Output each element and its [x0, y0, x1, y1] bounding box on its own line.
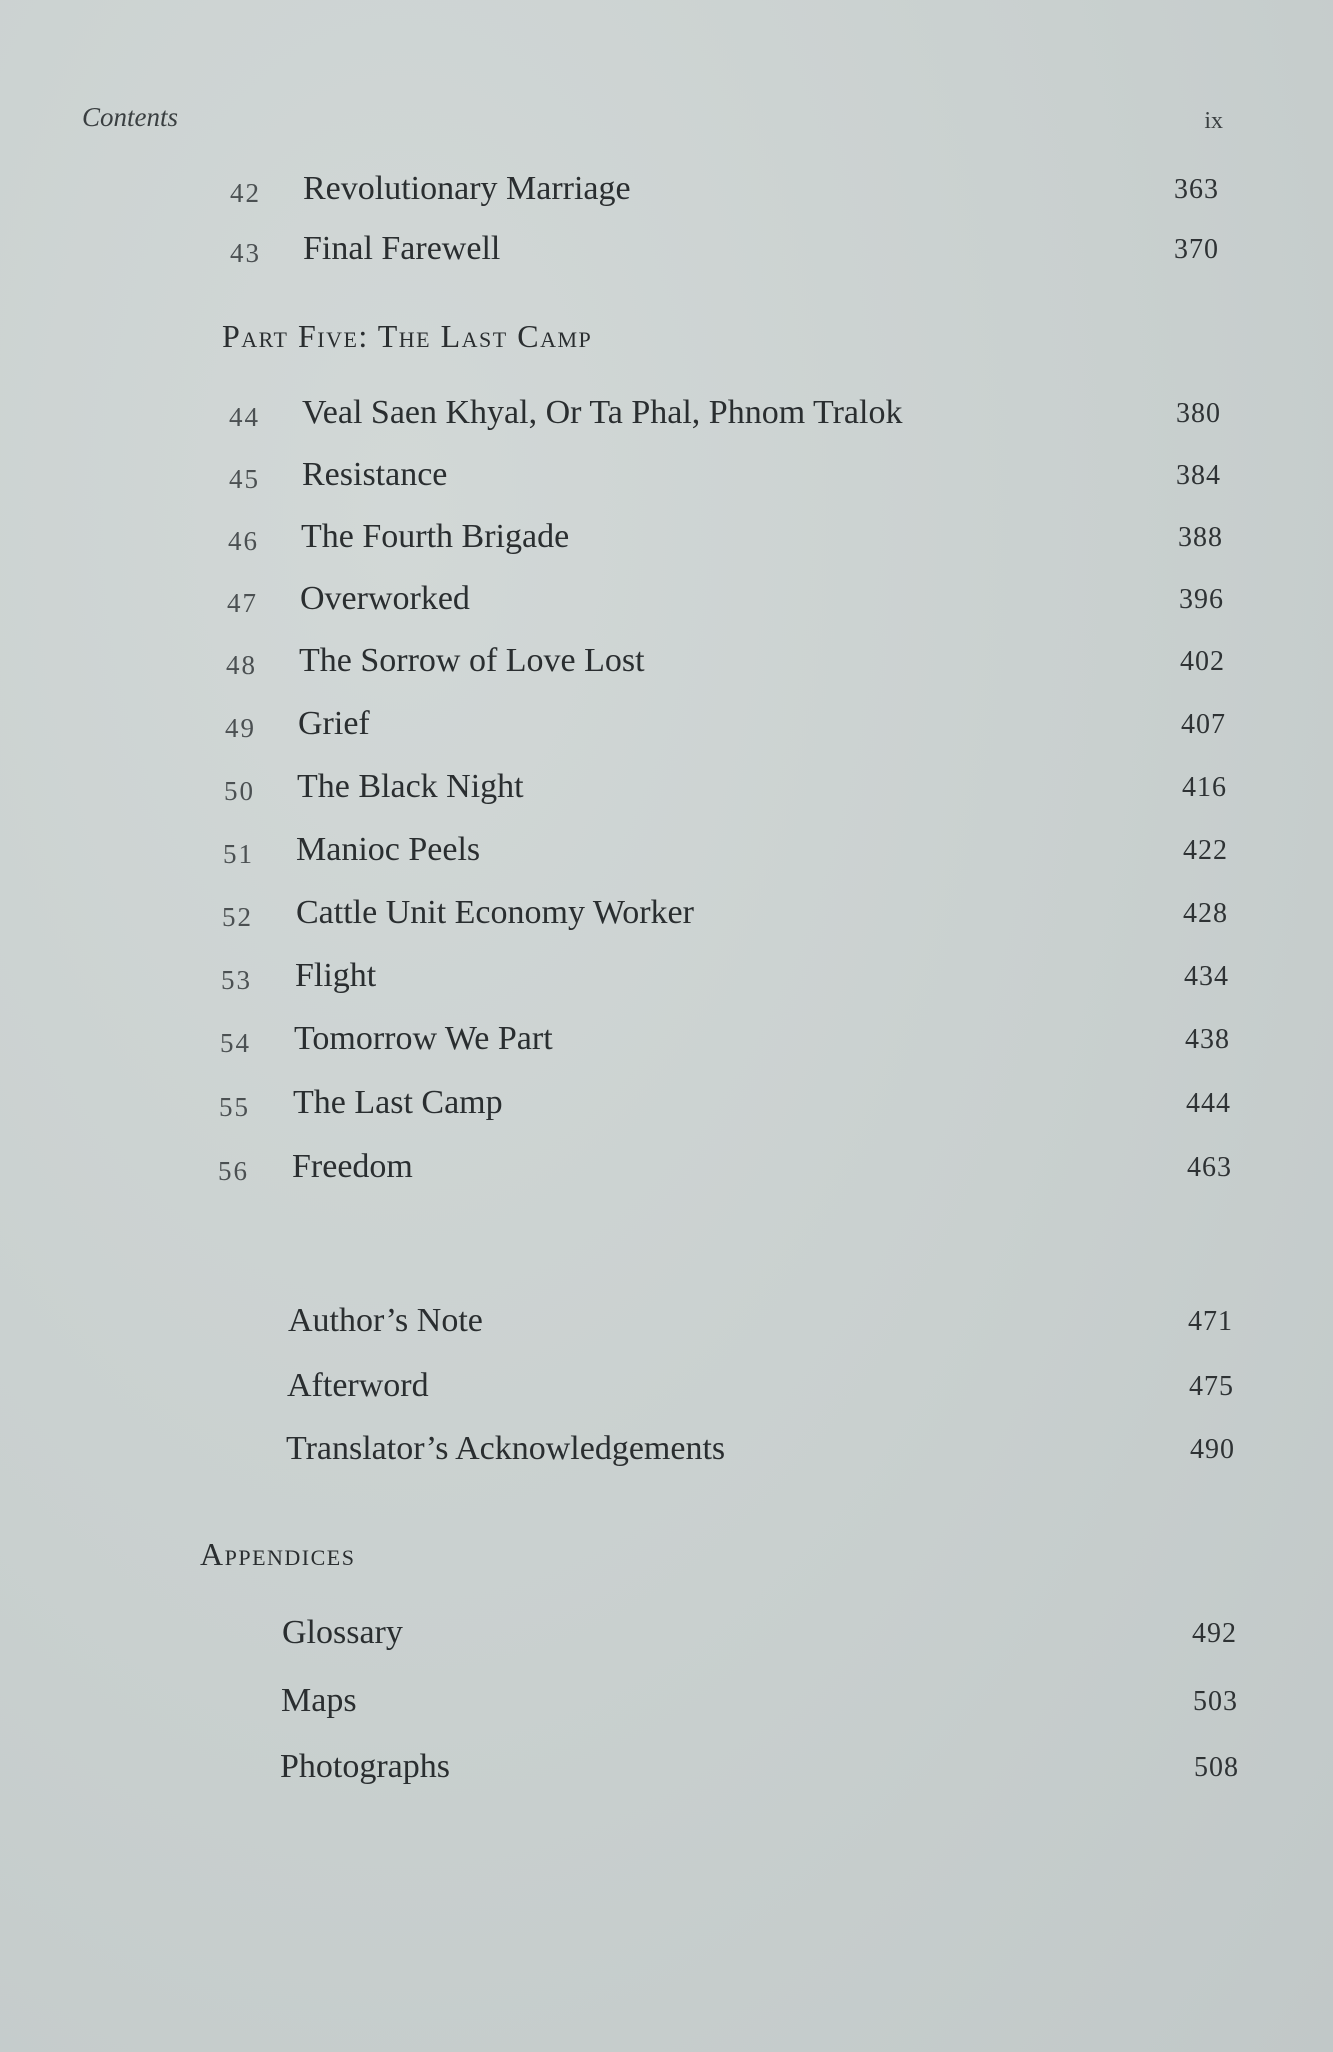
- toc-entry: [0, 831, 1333, 871]
- chapter-title: The Fourth Brigade: [301, 518, 570, 555]
- chapter-number: 48: [226, 650, 257, 680]
- back-matter-page: 475: [1189, 1371, 1234, 1402]
- toc-entry: [0, 1148, 1333, 1188]
- chapter-title: Flight: [295, 957, 377, 994]
- chapter-page: 380: [1176, 398, 1221, 429]
- chapter-number: 45: [229, 464, 260, 494]
- chapter-number: 42: [230, 178, 261, 208]
- chapter-number: 50: [224, 776, 255, 806]
- chapter-title: Freedom: [292, 1148, 413, 1185]
- running-head-page-number: ix: [1204, 108, 1223, 134]
- chapter-page: 363: [1174, 174, 1219, 205]
- back-matter-title: Afterword: [287, 1367, 429, 1404]
- toc-entry: [0, 1084, 1333, 1124]
- chapter-page: 396: [1179, 584, 1224, 615]
- toc-entry: [0, 170, 1333, 210]
- appendix-page: 508: [1194, 1752, 1239, 1783]
- chapter-page: 444: [1186, 1088, 1231, 1119]
- appendix-page: 492: [1192, 1618, 1237, 1649]
- toc-entry: [0, 1748, 1333, 1788]
- toc-entry: [0, 768, 1333, 808]
- chapter-page: 407: [1181, 709, 1226, 740]
- toc-entry: [0, 957, 1333, 997]
- toc-entry: [0, 1020, 1333, 1060]
- back-matter-title: Translator’s Acknowledgements: [286, 1430, 726, 1467]
- back-matter-title: Author’s Note: [288, 1302, 483, 1339]
- chapter-number: 55: [219, 1092, 250, 1122]
- chapter-page: 463: [1187, 1152, 1232, 1183]
- chapter-title: The Last Camp: [293, 1084, 503, 1121]
- toc-entry: [0, 394, 1333, 434]
- chapter-page: 422: [1183, 835, 1228, 866]
- chapter-title: Veal Saen Khyal, Or Ta Phal, Phnom Tralok: [302, 394, 903, 431]
- chapter-page: 384: [1176, 460, 1221, 491]
- chapter-title: Grief: [298, 705, 370, 742]
- appendices-heading: Appendices: [200, 1536, 356, 1572]
- toc-entry: [0, 642, 1333, 682]
- appendix-title: Photographs: [280, 1748, 450, 1785]
- toc-entry: [0, 580, 1333, 620]
- appendix-title: Glossary: [282, 1614, 403, 1651]
- chapter-number: 54: [220, 1028, 251, 1058]
- chapter-number: 46: [228, 526, 259, 556]
- chapter-page: 370: [1174, 234, 1219, 265]
- chapter-title: Overworked: [300, 580, 470, 617]
- toc-entry: [0, 894, 1333, 934]
- chapter-page: 434: [1184, 961, 1229, 992]
- chapter-title: Manioc Peels: [296, 831, 481, 868]
- chapter-page: 438: [1185, 1024, 1230, 1055]
- chapter-title: The Sorrow of Love Lost: [299, 642, 645, 679]
- chapter-number: 53: [221, 965, 252, 995]
- chapter-number: 44: [229, 402, 260, 432]
- toc-entry: [0, 1682, 1333, 1722]
- chapter-title: Final Farewell: [303, 230, 501, 267]
- chapter-page: 388: [1178, 522, 1223, 553]
- appendix-page: 503: [1193, 1686, 1238, 1717]
- chapter-number: 47: [227, 588, 258, 618]
- chapter-number: 52: [222, 902, 253, 932]
- running-head-title: Contents: [82, 102, 179, 132]
- toc-entry: [0, 230, 1333, 270]
- chapter-page: 428: [1183, 898, 1228, 929]
- chapter-title: Revolutionary Marriage: [303, 170, 631, 207]
- chapter-number: 49: [225, 713, 256, 743]
- chapter-number: 51: [223, 839, 254, 869]
- toc-entry: [0, 518, 1333, 558]
- running-head: [82, 102, 1223, 132]
- back-matter-page: 471: [1188, 1306, 1233, 1337]
- toc-entry: [0, 1367, 1333, 1407]
- toc-entry: [0, 1430, 1333, 1470]
- chapter-title: The Black Night: [297, 768, 524, 805]
- chapter-page: 402: [1180, 646, 1225, 677]
- back-matter-page: 490: [1190, 1434, 1235, 1465]
- chapter-number: 56: [218, 1156, 249, 1186]
- chapter-title: Resistance: [302, 456, 448, 493]
- chapter-title: Tomorrow We Part: [294, 1020, 553, 1057]
- toc-entry: [0, 1302, 1333, 1342]
- toc-entry: [0, 1614, 1333, 1654]
- chapter-page: 416: [1182, 772, 1227, 803]
- appendix-title: Maps: [281, 1682, 357, 1719]
- part-heading: Part Five: The Last Camp: [222, 318, 593, 354]
- chapter-number: 43: [230, 238, 261, 268]
- toc-entry: [0, 456, 1333, 496]
- toc-entry: [0, 705, 1333, 745]
- chapter-title: Cattle Unit Economy Worker: [296, 894, 694, 931]
